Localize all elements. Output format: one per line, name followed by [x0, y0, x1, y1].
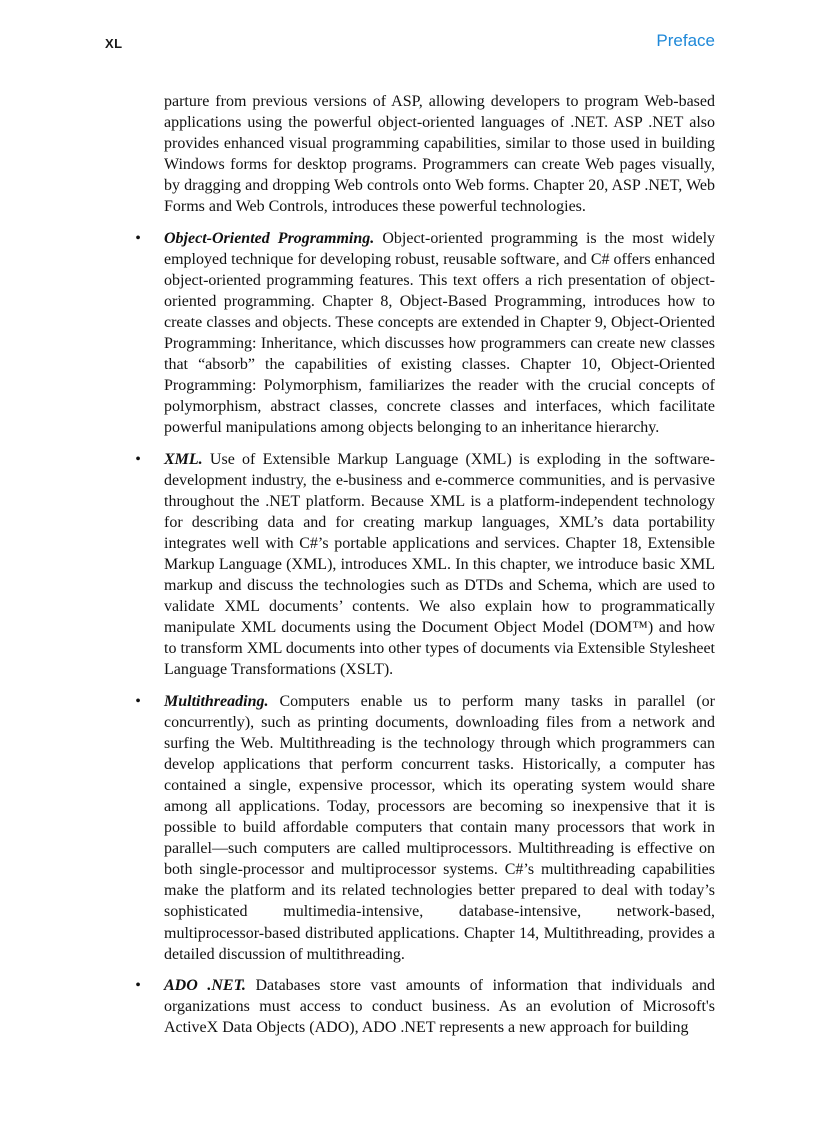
- list-item: [135, 228, 716, 439]
- body-text: [135, 91, 716, 1038]
- list-item: [135, 691, 716, 965]
- intro-paragraph: parture from previous versions of ASP, allowing developers to program Web-based applications using the powerful object-oriented languages of .NET. ASP .NET also provides enhanced visual programming capabilities, similar to those used in building Windows forms for desktop programs. Programmers can create Web pages visually, by dragging and dropping Web controls onto Web forms. Chapter 20, ASP .NET, Web Forms and Web Controls, introduces these powerful technologies.: [164, 93, 715, 216]
- feature-list: [135, 228, 716, 1038]
- bullet-icon: •: [135, 450, 141, 468]
- page-number: XL: [105, 36, 123, 51]
- list-item-text: Databases store vast amounts of information that individuals and organizations must access to conduct business. As an evolution of Microsoft's ActiveX Data Objects (ADO), ADO .NET represents a new approach for building: [164, 976, 716, 1036]
- list-item-term: Object-Oriented Programming.: [164, 229, 375, 247]
- list-item-term: XML.: [164, 450, 203, 468]
- list-item-text: Computers enable us to perform many tasks in parallel (or concurrently), such as printing documents, downloading files from a network and surfing the Web. Multithreading is the technology through which programmers can develop applications that perform concurrent tasks. Historically, a computer has contained a single, expensive processor, which its operating system would share among all applications. Today, processors are becoming so inexpensive that it is possible to build affordable computers that contain many processors that work in parallel—such computers are called multiprocessors. Multithreading is effective on both single-processor and multiprocessor systems. C#’s multithreading capabilities make the platform and its related technologies better prepared to deal with today’s sophisticated multimedia-intensive, database-intensive, network-based, multiprocessor-based distributed applications. Chapter 14, Multithreading, provides a detailed discussion of multithreading.: [164, 692, 716, 963]
- list-item-term: Multithreading.: [164, 692, 269, 710]
- bullet-icon: •: [135, 229, 141, 247]
- running-header: Preface: [656, 31, 715, 50]
- list-item: [135, 449, 716, 681]
- bullet-icon: •: [135, 692, 141, 710]
- list-item-text: Use of Extensible Markup Language (XML) is exploding in the software-development industry, the e-business and e-commerce communities, and is pervasive throughout the .NET platform. Because XML is a platform-independent technology for describing data and for creating markup languages, XML’s data portability integrates well with C#’s portable applications and services. Chapter 18, Extensible Markup Language (XML), introduces XML. In this chapter, we introduce basic XML markup and discuss the technologies such as DTDs and Schema, which are used to validate XML documents’ contents. We also explain how to programmatically manipulate XML documents using the Document Object Model (DOM™) and how to transform XML documents into other types of documents via Extensible Stylesheet Language Transformations (XSLT).: [164, 450, 716, 679]
- list-item-text: Object-oriented programming is the most widely employed technique for developing robust, reusable software, and C# offers enhanced object-oriented programming features. This text offers a rich presentation of object-oriented programming. Chapter 8, Object-Based Programming, introduces how to create classes and objects. These concepts are extended in Chapter 9, Object-Oriented Programming: Inheritance, which discusses how programmers can create new classes that “absorb” the capabilities of existing classes. Chapter 10, Object-Oriented Programming: Polymorphism, familiarizes the reader with the crucial concepts of polymorphism, abstract classes, concrete classes and interfaces, which facilitate powerful manipulations among objects belonging to an inheritance hierarchy.: [164, 229, 716, 437]
- list-item-term: ADO .NET.: [164, 976, 246, 994]
- list-item: [135, 975, 716, 1038]
- bullet-icon: •: [135, 976, 141, 994]
